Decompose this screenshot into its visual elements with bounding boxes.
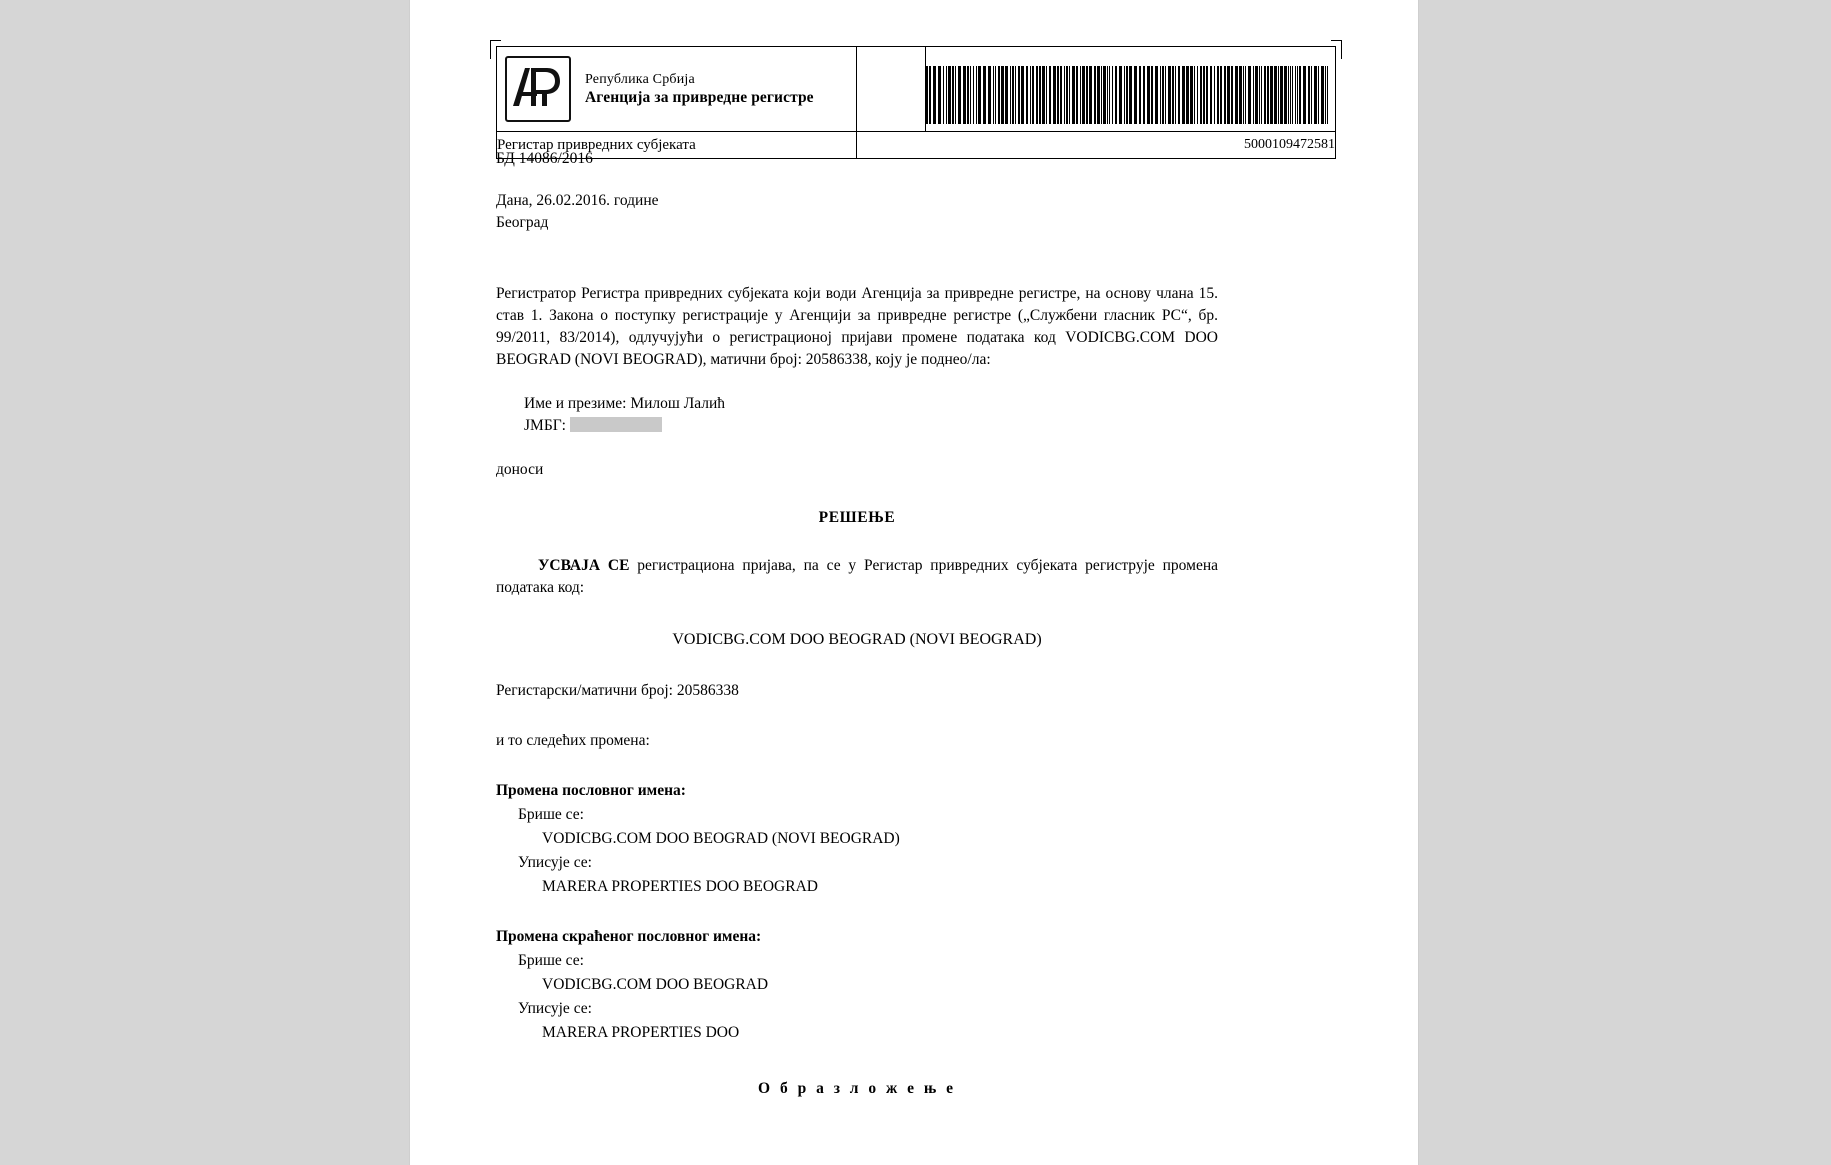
- redaction-box: [570, 417, 662, 432]
- intro-paragraph-text: Регистратор Регистра привредних субјеката који води Агенција за привредне регистре, на основу члана 15. став 1. Закона о поступку регистрације у Агенцији за привредне регистре („Службени гласник РС“, бр. 99/2011, 83/2014), одлучујући о регистрационој пријави промене података код VODICBG.COM DOO BEOGRAD (NOVI BEOGRAD), матични број: 20586338, коју је поднео/ла:: [496, 285, 1218, 368]
- change-heading: Промена пословног имена:: [496, 781, 686, 799]
- case-number: БД 14086/2016: [496, 150, 593, 167]
- company-name: VODICBG.COM DOO BEOGRAD (NOVI BEOGRAD): [672, 631, 1042, 648]
- approval-text: регистрациона пријава, па се у Регистар привредних субјеката региструје промена података код:: [496, 557, 1218, 596]
- logo-cell: [497, 47, 857, 132]
- change-delete-value: VODICBG.COM DOO BEOGRAD (NOVI BEOGRAD): [542, 829, 900, 847]
- document-content: [410, 0, 1418, 1165]
- approval-lead: УСВАЈА СЕ: [538, 557, 630, 574]
- change-insert-label: Уписује се:: [518, 999, 592, 1017]
- logo-line-1: Република Србија: [585, 71, 695, 87]
- barcode-cell: [925, 47, 1335, 132]
- change-delete-value: VODICBG.COM DOO BEOGRAD: [542, 975, 769, 993]
- city-line: Београд: [496, 214, 549, 232]
- change-delete-label: Брише се:: [518, 951, 584, 969]
- logo-line-2: Агенција за привредне регистре: [585, 89, 814, 107]
- header-spacer-cell: [856, 47, 925, 132]
- applicant-block: [524, 393, 1218, 437]
- change-block: [496, 780, 1218, 898]
- change-insert-label: Уписује се:: [518, 853, 592, 871]
- approval-paragraph: [496, 555, 1218, 599]
- change-insert-value: MARERA PROPERTIES DOO: [542, 1023, 740, 1041]
- barcode-number: 5000109472581: [856, 132, 1336, 159]
- intro-paragraph: [496, 283, 1218, 371]
- change-insert-value: MARERA PROPERTIES DOO BEOGRAD: [542, 877, 818, 895]
- apr-monogram-icon: [505, 56, 571, 122]
- date-block: [496, 190, 659, 235]
- applicant-name: Име и презиме: Милош Лалић: [524, 395, 726, 412]
- applicant-jmbg-label: ЈМБГ:: [524, 417, 566, 434]
- date-line: Дана, 26.02.2016. године: [496, 192, 659, 209]
- barcode-icon: [926, 66, 1329, 124]
- document-body: [496, 283, 1218, 1100]
- changes-intro: и то следећих промена:: [496, 731, 650, 749]
- change-block: [496, 926, 1218, 1044]
- decision-title: РЕШЕЊЕ: [818, 509, 896, 526]
- explanation-title: О б р а з л о ж е њ е: [758, 1079, 956, 1097]
- change-delete-label: Брише се:: [518, 805, 584, 823]
- change-heading: Промена скраћеног пословног имена:: [496, 927, 762, 945]
- applicant-jmbg: [524, 415, 1218, 437]
- donosi-line: доноси: [496, 461, 544, 478]
- document-page: [410, 0, 1418, 1165]
- registry-number-line: Регистарски/матични број: 20586338: [496, 681, 739, 699]
- header-table: [496, 46, 1336, 159]
- register-label: Регистар привредних субјеката: [497, 132, 857, 159]
